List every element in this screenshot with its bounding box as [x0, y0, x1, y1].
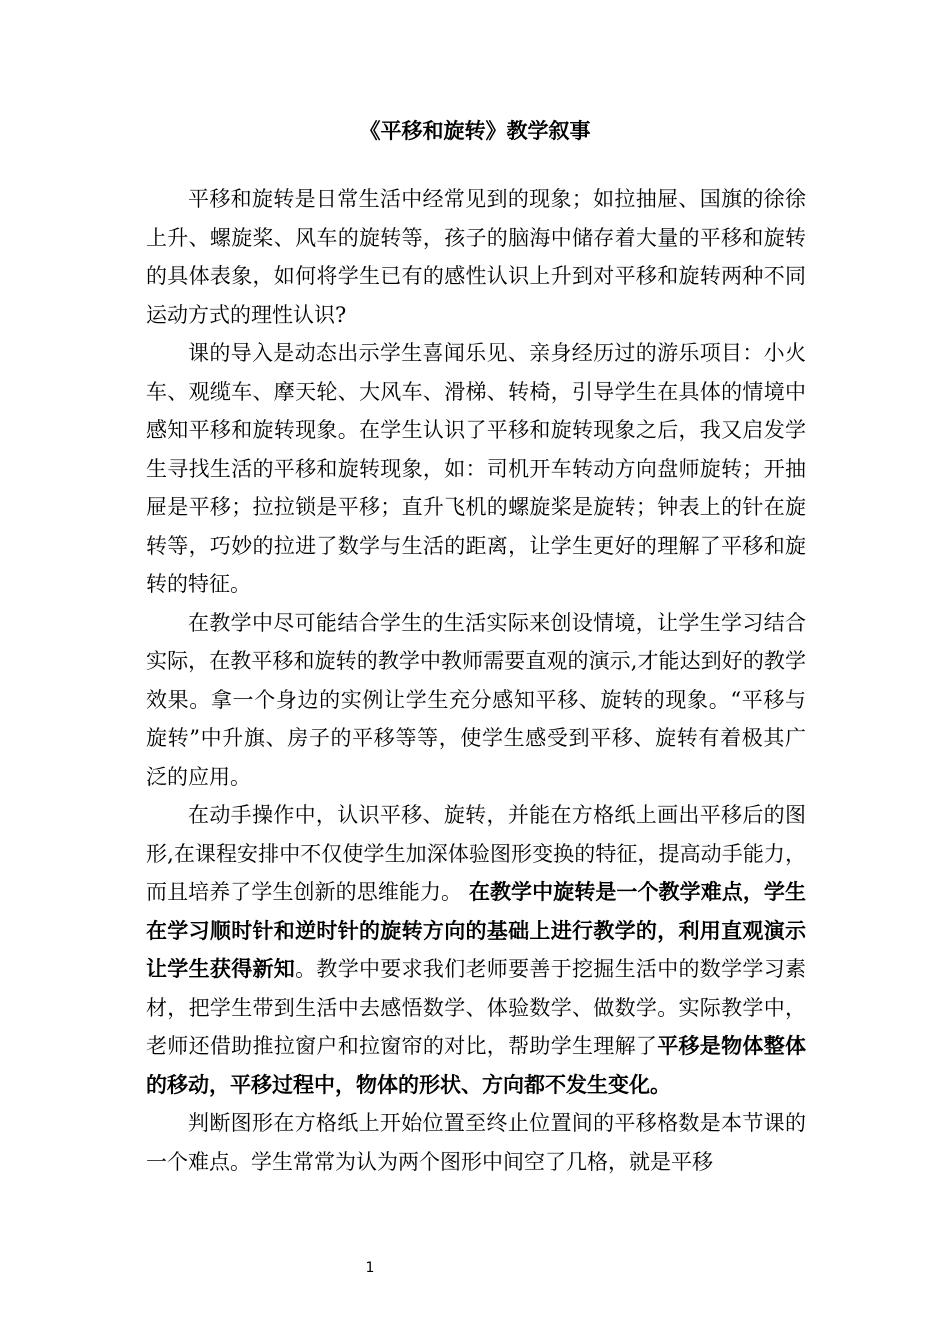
document-body — [146, 180, 806, 1181]
page-number: 1 — [365, 1260, 375, 1276]
paragraph-4-bold-b: 平移是物体整体的移动，平移过程中，物体的形状、方向都不发生变化。 — [146, 1034, 807, 1097]
paragraph-4-text-a: 在动手操作中，认识平移、旋转，并能在方格纸上画出平移后的图形,在课程安排中不仅使学生加深体验图形变换的特征，提高动手能力，而且培养了学生创新的思维能力。 — [146, 803, 806, 904]
paragraph-2: 课的导入是动态出示学生喜闻乐见、亲身经历过的游乐项目：小火车、观缆车、摩天轮、大风车、滑梯、转椅，引导学生在具体的情境中感知平移和旋转现象。在学生认识了平移和旋转现象之后，我又启发学生寻找生活的平移和旋转现象，如：司机开车转动方向盘师旋转；开抽屉是平移；拉拉锁是平移；直升飞机的螺旋桨是旋转；钟表上的针在旋转等，巧妙的拉进了数学与生活的距离，让学生更好的理解了平移和旋转的特征。 — [146, 341, 806, 596]
document-title: 《平移和旋转》教学叙事 — [359, 119, 591, 143]
paragraph-3: 在教学中尽可能结合学生的生活实际来创设情境，让学生学习结合实际，在教平移和旋转的教学中教师需要直观的演示,才能达到好的教学效果。拿一个身边的实例让学生充分感知平移、旋转的现象。“平移与旋转”中升旗、房子的平移等等，使学生感受到平移、旋转有着极其广泛的应用。 — [146, 610, 806, 789]
paragraph-4 — [146, 796, 806, 1104]
paragraph-5: 判断图形在方格纸上开始位置至终止位置间的平移格数是本节课的一个难点。学生常常为认为两个图形中间空了几格，就是平移 — [146, 1111, 806, 1174]
paragraph-1: 平移和旋转是日常生活中经常见到的现象；如拉抽屉、国旗的徐徐上升、螺旋桨、风车的旋转等，孩子的脑海中储存着大量的平移和旋转的具体表象，如何将学生已有的感性认识上升到对平移和旋转两种不同运动方式的理性认识? — [146, 187, 806, 327]
paragraph-4-text-b: 。教学中要求我们老师要善于挖掘生活中的数学学习素材，把学生带到生活中去感悟数学、体验数学、做数学。实际教学中，老师还借助推拉窗户和拉窗帘的对比，帮助学生理解了 — [146, 957, 807, 1058]
paragraph-4-bold-a: 在教学中旋转是一个教学难点，学生在学习顺时针和逆时针的旋转方向的基础上进行教学的，利用直观演示让学生获得新知 — [146, 880, 806, 981]
